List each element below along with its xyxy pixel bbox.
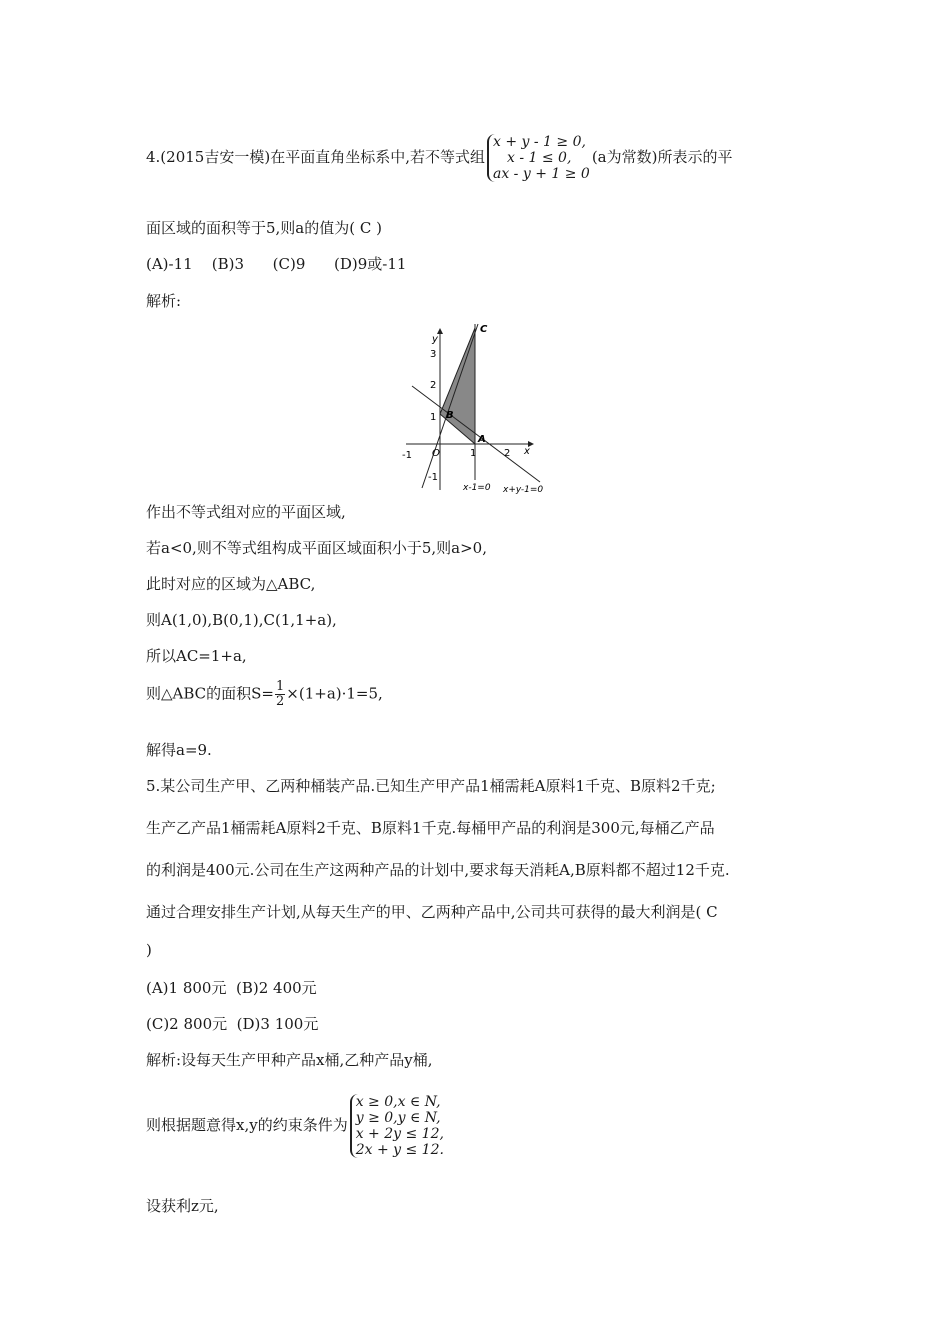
q5-line-2: 生产乙产品1桶需耗A原料2千克、B原料1千克.每桶甲产品的利润是300元,每桶乙产品 [146,819,715,837]
q4-sol-4: 则A(1,0),B(0,1),C(1,1+a), [146,611,337,629]
point-a-label: A [478,434,486,445]
q5-options-2: (C)2 800元 (D)3 100元 [146,1015,319,1033]
x-tick-2: 2 [504,448,511,459]
q4-stem-line2: 面区域的面积等于5,则a的值为( C ) [146,219,382,237]
q4-region-graph [400,320,560,498]
q4-suffix: (a为常数)所表示的平 [591,148,733,166]
q5-constraint-3: x + 2y ≤ 12, [355,1126,444,1142]
q4-inequality-system [487,134,590,182]
y-tick-1: 1 [430,412,437,423]
q4-ineq-3: ax - y + 1 ≥ 0 [492,166,590,182]
q4-prefix: 4.(2015吉安一模)在平面直角坐标系中,若不等式组 [146,148,485,166]
q5-jiexi: 解析:设每天生产甲种产品x桶,乙种产品y桶, [146,1051,433,1069]
q5-constraint-2: y ≥ 0,y ∈ N, [355,1110,441,1126]
q4-sol-1: 作出不等式组对应的平面区域, [146,503,346,521]
q5-line-5: ) [146,941,152,959]
q4-jiexi: 解析: [146,292,182,310]
q4-sol-5: 所以AC=1+a, [146,647,247,665]
q4-options: (A)-11 (B)3 (C)9 (D)9或-11 [146,255,407,273]
q5-line-1: 5.某公司生产甲、乙两种桶装产品.已知生产甲产品1桶需耗A原料1千克、B原料2千克; [146,777,716,795]
q4-stem [146,134,732,182]
q4-ineq-2: x - 1 ≤ 0, [506,150,572,166]
q5-line-4: 通过合理安排生产计划,从每天生产的甲、乙两种产品中,公司共可获得的最大利润是( C [146,903,718,921]
triangle-abc-region [440,328,475,444]
q5-constraints [146,1094,446,1158]
q4-answer: 解得a=9. [146,741,212,759]
y-tick-3: 3 [430,349,437,360]
q5-constraint-4: 2x + y ≤ 12. [355,1142,444,1158]
label-x-minus-1: x-1=0 [463,483,491,493]
q5-constraint-prefix: 则根据题意得x,y的约束条件为 [146,1116,348,1134]
q5-line-3: 的利润是400元.公司在生产这两种产品的计划中,要求每天消耗A,B原料都不超过12千克. [146,861,730,879]
fraction-denominator: 2 [276,694,285,709]
q4-area-suffix: ×(1+a)·1=5, [286,684,383,703]
y-tick-neg1: -1 [428,472,438,483]
y-axis-label: y [432,334,438,345]
q5-last: 设获利z元, [146,1197,219,1215]
x-axis-label: x [524,446,530,457]
q5-options-1: (A)1 800元 (B)2 400元 [146,979,317,997]
q5-constraint-1: x ≥ 0,x ∈ N, [355,1094,441,1110]
one-half-fraction [275,680,285,709]
q4-area-prefix: 则△ABC的面积S= [146,684,274,703]
point-c-label: C [480,324,488,335]
y-tick-2: 2 [430,380,437,391]
x-tick-1: 1 [470,448,477,459]
q4-area-formula [146,680,383,709]
fraction-numerator: 1 [276,679,285,694]
origin-label: O [432,448,440,459]
x-tick-neg1: -1 [402,450,412,461]
q4-sol-2: 若a<0,则不等式组构成平面区域面积小于5,则a>0, [146,539,487,557]
label-x-plus-y-minus-1: x+y-1=0 [503,485,544,495]
q4-sol-3: 此时对应的区域为△ABC, [146,575,316,593]
q5-constraint-system [350,1094,444,1158]
line-x-plus-y-minus-1 [412,386,540,482]
q4-ineq-1: x + y - 1 ≥ 0, [492,134,586,150]
point-b-label: B [446,410,454,421]
